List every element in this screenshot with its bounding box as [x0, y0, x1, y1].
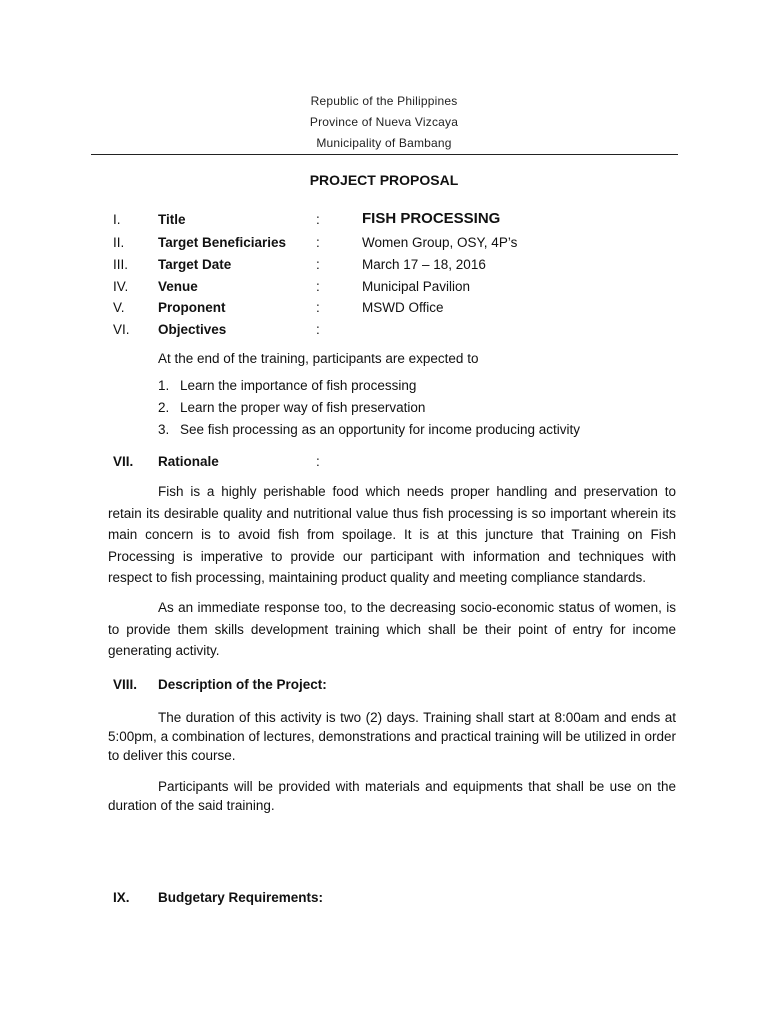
- detail-value: March 17 – 18, 2016: [362, 257, 486, 272]
- rationale-paragraph-2: As an immediate response too, to the decreasing socio-economic status of women, is to provide them skills development training which shall be their point of entry for income generating activity.: [108, 600, 676, 658]
- objective-item: [158, 400, 425, 415]
- section-description: [0, 677, 768, 697]
- detail-value: MSWD Office: [362, 300, 444, 315]
- rationale-paragraph-1: Fish is a highly perishable food which needs proper handling and preservation to retain its desirable quality and nutritional value thus fish processing is so important wherein its main concern is to avoid fish from spoilage. It is at this juncture that Training on Fish Processing is imperative to provide our participant with information and techniques with respect to fish processing, maintaining product quality and meeting compliance standards.: [108, 484, 676, 585]
- section-num: IX.: [113, 890, 130, 905]
- objective-number: 3.: [158, 422, 170, 437]
- objectives-intro: At the end of the training, participants are expected to: [158, 351, 479, 366]
- section-num: VIII.: [113, 677, 138, 692]
- detail-colon: :: [316, 235, 320, 250]
- section-budget: [0, 890, 768, 910]
- detail-row-proponent: [0, 300, 768, 320]
- section-label: Budgetary Requirements:: [158, 890, 324, 905]
- detail-label: Title: [158, 212, 186, 227]
- objective-item: [158, 422, 580, 437]
- detail-label: Objectives: [158, 322, 227, 337]
- detail-value: Women Group, OSY, 4P’s: [362, 235, 518, 250]
- detail-label: Target Date: [158, 257, 232, 272]
- section-rationale: [0, 454, 768, 474]
- detail-num: II.: [113, 235, 125, 250]
- detail-row-beneficiaries: [0, 235, 768, 255]
- header-municipality: Municipality of Bambang: [316, 136, 452, 150]
- detail-row-venue: [0, 279, 768, 299]
- detail-num: V.: [113, 300, 125, 315]
- detail-value: FISH PROCESSING: [362, 210, 501, 227]
- detail-num: IV.: [113, 279, 129, 294]
- detail-colon: :: [316, 300, 320, 315]
- header-divider: [91, 154, 678, 155]
- description-paragraph-1: The duration of this activity is two (2) days. Training shall start at 8:00am and ends at 5:00pm, a combination of lectures, demonstrations and practical training will be utilized in order to deliver this course.: [108, 710, 676, 763]
- detail-colon: :: [316, 279, 320, 294]
- objective-number: 2.: [158, 400, 170, 415]
- objective-text: See fish processing as an opportunity for income producing activity: [180, 422, 580, 437]
- document-title: PROJECT PROPOSAL: [309, 172, 459, 188]
- detail-label: Target Beneficiaries: [158, 235, 287, 250]
- detail-row-date: [0, 257, 768, 277]
- detail-num: III.: [113, 257, 129, 272]
- description-paragraph-2: Participants will be provided with materials and equipments that shall be use on the duration of the said training.: [108, 779, 676, 813]
- detail-value: Municipal Pavilion: [362, 279, 471, 294]
- section-label: Rationale: [158, 454, 219, 469]
- objective-text: Learn the proper way of fish preservation: [180, 400, 426, 415]
- section-label: Description of the Project:: [158, 677, 327, 692]
- detail-colon: :: [316, 322, 320, 337]
- section-num: VII.: [113, 454, 134, 469]
- detail-colon: :: [316, 257, 320, 272]
- detail-label: Proponent: [158, 300, 226, 315]
- detail-row-objectives: [0, 322, 768, 342]
- detail-colon: :: [316, 212, 320, 227]
- header-province: Province of Nueva Vizcaya: [309, 115, 459, 129]
- detail-num: VI.: [113, 322, 130, 337]
- detail-row-title: [0, 212, 768, 232]
- header-republic: Republic of the Philippines: [310, 94, 458, 108]
- detail-label: Venue: [158, 279, 198, 294]
- objective-number: 1.: [158, 378, 170, 393]
- objective-item: [158, 378, 416, 393]
- section-colon: :: [316, 454, 320, 469]
- objective-text: Learn the importance of fish processing: [180, 378, 417, 393]
- detail-num: I.: [113, 212, 121, 227]
